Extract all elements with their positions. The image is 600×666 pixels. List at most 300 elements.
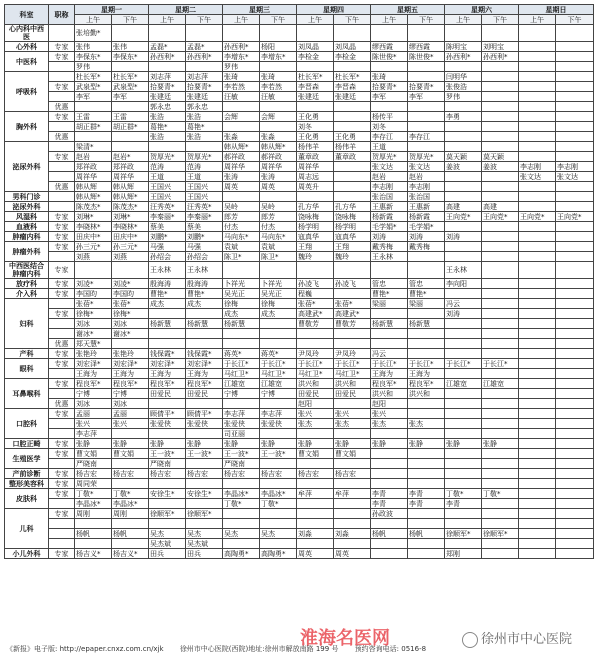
doctor-cell xyxy=(408,549,445,559)
doctor-cell: 高陶勇* xyxy=(260,549,297,559)
doctor-cell xyxy=(519,62,556,72)
doctor-cell xyxy=(371,329,408,339)
doctor-cell xyxy=(519,529,556,539)
doctor-cell: 刘涛 xyxy=(371,232,408,242)
title-cell: 专家 xyxy=(49,242,75,252)
doctor-cell xyxy=(482,242,519,252)
doctor-cell xyxy=(112,132,149,142)
doctor-cell xyxy=(482,122,519,132)
doctor-cell: 徐顺军* xyxy=(149,509,186,519)
doctor-cell xyxy=(223,479,260,489)
doctor-cell: 王一波* xyxy=(149,449,186,459)
doctor-cell xyxy=(482,339,519,349)
doctor-cell xyxy=(112,479,149,489)
doctor-cell: 韩从辉* xyxy=(75,192,112,202)
dept-cell: 男科门诊 xyxy=(5,192,49,202)
doctor-cell xyxy=(519,25,556,42)
doctor-cell xyxy=(445,192,482,202)
doctor-cell xyxy=(556,182,594,192)
am-header: 上午 xyxy=(149,15,186,25)
doctor-cell: 拾要青* xyxy=(186,82,223,92)
doctor-cell xyxy=(519,182,556,192)
doctor-cell: 谢冰* xyxy=(75,329,112,339)
doctor-cell xyxy=(482,399,519,409)
dept-cell: 呼吸科 xyxy=(5,72,49,112)
doctor-cell: 赵阳 xyxy=(297,399,334,409)
doctor-cell: 梁丽 xyxy=(371,299,408,309)
doctor-cell: 张建廷 xyxy=(149,92,186,102)
am-header: 上午 xyxy=(371,15,408,25)
doctor-cell: 张伟 xyxy=(75,42,112,52)
doctor-cell: 罗伟 xyxy=(445,92,482,102)
doctor-cell: 杨帆 xyxy=(112,529,149,539)
schedule-body xyxy=(5,25,594,559)
pm-header: 下午 xyxy=(112,15,149,25)
doctor-cell: 吴杰 xyxy=(223,529,260,539)
doctor-cell xyxy=(482,309,519,319)
table-row xyxy=(5,319,594,329)
title-cell: 专家 xyxy=(49,289,75,299)
doctor-cell: 张俊浩 xyxy=(445,82,482,92)
doctor-cell xyxy=(482,469,519,479)
doctor-cell xyxy=(112,262,149,279)
table-row xyxy=(5,172,594,182)
title-header: 职称 xyxy=(49,5,75,25)
doctor-cell: 孟丽 xyxy=(112,409,149,419)
doctor-cell: 卜祥光 xyxy=(260,279,297,289)
doctor-cell xyxy=(445,222,482,232)
table-row xyxy=(5,252,594,262)
footer-middle: 徐州市中心医院(西院)地址:徐州市解放南路 199 号 xyxy=(179,645,339,653)
pm-header: 下午 xyxy=(556,15,594,25)
doctor-cell xyxy=(556,299,594,309)
doctor-cell xyxy=(556,339,594,349)
doctor-cell: 付杰 xyxy=(223,222,260,232)
doctor-cell: 丁敬* xyxy=(112,489,149,499)
doctor-cell: 汪秀英* xyxy=(149,202,186,212)
doctor-cell: 吴杰 xyxy=(186,529,223,539)
title-cell xyxy=(49,25,75,42)
doctor-cell xyxy=(556,509,594,519)
doctor-cell: 范涛 xyxy=(186,162,223,172)
doctor-cell: 于长江* xyxy=(371,359,408,369)
doctor-cell: 王道 xyxy=(371,142,408,152)
doctor-cell xyxy=(371,519,408,529)
doctor-cell xyxy=(519,192,556,202)
doctor-cell xyxy=(149,339,186,349)
doctor-cell: 王国兴 xyxy=(186,192,223,202)
table-row xyxy=(5,192,594,202)
table-row xyxy=(5,539,594,549)
doctor-cell xyxy=(556,122,594,132)
doctor-cell: 王国兴 xyxy=(149,192,186,202)
doctor-cell: 刘淼 xyxy=(334,529,371,539)
doctor-cell: 拾要青* xyxy=(371,82,408,92)
dept-cell: 血液科 xyxy=(5,222,49,232)
doctor-cell xyxy=(75,519,112,529)
doctor-cell xyxy=(149,479,186,489)
doctor-cell: 李向阳 xyxy=(445,279,482,289)
doctor-cell: 李晓林* xyxy=(75,222,112,232)
table-row xyxy=(5,182,594,192)
doctor-cell: 徐梅* xyxy=(75,309,112,319)
doctor-cell: 王永林 xyxy=(149,262,186,279)
doctor-cell xyxy=(408,329,445,339)
doctor-cell: 董章政 xyxy=(334,152,371,162)
doctor-cell xyxy=(482,192,519,202)
title-cell: 优惠 xyxy=(49,399,75,409)
table-row xyxy=(5,142,594,152)
title-cell xyxy=(49,72,75,82)
doctor-cell xyxy=(149,399,186,409)
doctor-cell: 王永林 xyxy=(186,262,223,279)
doctor-cell: 严晓南 xyxy=(223,459,260,469)
doctor-cell: 周刚 xyxy=(75,509,112,519)
doctor-cell: 胡正群* xyxy=(75,122,112,132)
doctor-cell: 李青 xyxy=(445,499,482,509)
title-cell xyxy=(49,172,75,182)
doctor-cell: 杨帆 xyxy=(75,529,112,539)
doctor-cell: 李军 xyxy=(371,92,408,102)
doctor-cell: 王化勇 xyxy=(297,112,334,122)
doctor-cell: 于长江* xyxy=(408,359,445,369)
doctor-cell: 牟萍 xyxy=(334,489,371,499)
doctor-cell xyxy=(112,519,149,529)
doctor-cell xyxy=(445,369,482,379)
dept-cell: 耳鼻喉科 xyxy=(5,379,49,409)
doctor-cell xyxy=(556,132,594,142)
doctor-cell xyxy=(482,182,519,192)
doctor-cell xyxy=(260,25,297,42)
doctor-cell xyxy=(482,92,519,102)
doctor-cell: 周英 xyxy=(260,182,297,192)
doctor-cell: 张文达 xyxy=(556,172,594,182)
doctor-cell: 王向党* xyxy=(482,212,519,222)
doctor-cell xyxy=(519,539,556,549)
doctor-cell xyxy=(445,429,482,439)
doctor-cell xyxy=(445,102,482,112)
doctor-cell: 汪秀英* xyxy=(186,202,223,212)
table-row xyxy=(5,262,594,279)
title-cell xyxy=(49,529,75,539)
doctor-cell xyxy=(482,279,519,289)
doctor-cell: 李秦丽* xyxy=(149,212,186,222)
dept-cell: 胸外科 xyxy=(5,112,49,142)
doctor-cell xyxy=(334,499,371,509)
doctor-cell xyxy=(445,539,482,549)
doctor-cell: 王翔 xyxy=(297,242,334,252)
doctor-cell xyxy=(556,62,594,72)
doctor-cell: 安徐生* xyxy=(186,489,223,499)
doctor-cell xyxy=(519,449,556,459)
doctor-cell: 王化勇 xyxy=(334,132,371,142)
doctor-cell: 梁清* xyxy=(75,142,112,152)
doctor-cell: 张静 xyxy=(334,439,371,449)
doctor-cell: 韩从辉 xyxy=(75,182,112,192)
doctor-cell: 吴光正 xyxy=(260,289,297,299)
title-cell xyxy=(49,142,75,152)
dept-cell: 妇科 xyxy=(5,299,49,349)
doctor-cell: 张浩 xyxy=(149,132,186,142)
doctor-cell: 缪西霞 xyxy=(408,42,445,52)
doctor-cell xyxy=(149,25,186,42)
doctor-cell: 罗伟 xyxy=(223,62,260,72)
table-row xyxy=(5,439,594,449)
doctor-cell xyxy=(556,329,594,339)
doctor-cell xyxy=(556,549,594,559)
doctor-cell: 郑祥政 xyxy=(112,162,149,172)
doctor-cell: 杨传平 xyxy=(371,112,408,122)
doctor-cell: 孙政波 xyxy=(371,509,408,519)
doctor-cell: 程良军* xyxy=(186,379,223,389)
doctor-cell: 张浩 xyxy=(186,112,223,122)
doctor-cell: 袁斌 xyxy=(223,242,260,252)
doctor-cell xyxy=(334,25,371,42)
doctor-cell xyxy=(260,539,297,549)
doctor-cell xyxy=(445,469,482,479)
dept-cell: 眼科 xyxy=(5,359,49,379)
title-cell: 专家 xyxy=(49,112,75,122)
doctor-cell: 李增东* xyxy=(260,52,297,62)
doctor-cell: 张兴 xyxy=(75,419,112,429)
doctor-cell: 刘涛 xyxy=(408,232,445,242)
doctor-cell xyxy=(556,449,594,459)
doctor-cell xyxy=(556,279,594,289)
doctor-cell: 孙西利* xyxy=(223,42,260,52)
title-cell xyxy=(49,499,75,509)
doctor-cell: 魏玲 xyxy=(334,252,371,262)
doctor-cell: 牟萍 xyxy=(297,489,334,499)
doctor-cell: 张兴 xyxy=(371,409,408,419)
doctor-cell xyxy=(556,192,594,202)
doctor-cell xyxy=(408,142,445,152)
doctor-cell xyxy=(186,499,223,509)
doctor-cell xyxy=(112,429,149,439)
doctor-cell: 刘冬 xyxy=(371,122,408,132)
doctor-cell: 张兴 xyxy=(112,419,149,429)
table-row xyxy=(5,152,594,162)
doctor-cell: 杜长军* xyxy=(297,72,334,82)
doctor-cell xyxy=(297,25,334,42)
doctor-cell xyxy=(297,192,334,202)
title-cell: 专家 xyxy=(49,212,75,222)
table-row xyxy=(5,329,594,339)
doctor-cell xyxy=(556,112,594,122)
doctor-cell: 李晋森 xyxy=(297,82,334,92)
doctor-cell xyxy=(445,62,482,72)
doctor-cell xyxy=(260,62,297,72)
doctor-cell xyxy=(149,429,186,439)
doctor-cell xyxy=(371,25,408,42)
doctor-cell: 张静 xyxy=(223,439,260,449)
doctor-cell: 饶咏梅 xyxy=(334,212,371,222)
doctor-cell: 贺厚光* xyxy=(186,152,223,162)
doctor-cell xyxy=(408,252,445,262)
doctor-cell: 冯云 xyxy=(445,299,482,309)
day-header: 星期五 xyxy=(371,5,445,15)
doctor-cell: 毛学娟* xyxy=(371,222,408,232)
doctor-cell xyxy=(519,499,556,509)
doctor-cell xyxy=(482,479,519,489)
doctor-cell xyxy=(260,262,297,279)
doctor-cell xyxy=(186,142,223,152)
doctor-cell xyxy=(482,142,519,152)
doctor-cell: 蒋英* xyxy=(260,349,297,359)
doctor-cell xyxy=(297,329,334,339)
doctor-cell: 张琦 xyxy=(371,72,408,82)
doctor-cell: 寇真华 xyxy=(297,232,334,242)
doctor-cell: 付杰 xyxy=(260,222,297,232)
dept-cell: 肿瘤内科 xyxy=(5,232,49,242)
doctor-cell: 李志刚 xyxy=(556,162,594,172)
doctor-cell: 闫明华 xyxy=(445,72,482,82)
doctor-cell: 田爱民 xyxy=(149,389,186,399)
doctor-cell: 张蓓* xyxy=(334,299,371,309)
doctor-cell: 田兵 xyxy=(149,549,186,559)
doctor-cell: 汪敏 xyxy=(260,92,297,102)
doctor-cell xyxy=(519,52,556,62)
doctor-cell: 刘冰 xyxy=(75,399,112,409)
table-row xyxy=(5,349,594,359)
doctor-cell xyxy=(371,549,408,559)
doctor-cell xyxy=(112,142,149,152)
title-cell: 专家 xyxy=(49,262,75,279)
doctor-cell xyxy=(408,459,445,469)
doctor-cell: 贺厚光* xyxy=(408,152,445,162)
doctor-cell xyxy=(445,419,482,429)
doctor-cell: 刘燕 xyxy=(75,252,112,262)
doctor-cell xyxy=(556,389,594,399)
doctor-cell: 周祥华 xyxy=(75,172,112,182)
doctor-cell: 陈茂杰* xyxy=(112,202,149,212)
doctor-cell: 马强 xyxy=(149,242,186,252)
doctor-cell: 张静 xyxy=(297,439,334,449)
table-row xyxy=(5,279,594,289)
table-row xyxy=(5,389,594,399)
title-cell: 专家 xyxy=(49,409,75,419)
day-header: 星期日 xyxy=(519,5,594,15)
doctor-cell: 张艳玲 xyxy=(75,349,112,359)
doctor-cell xyxy=(482,252,519,262)
doctor-cell: 张淼 xyxy=(223,132,260,142)
doctor-cell: 杜长军* xyxy=(112,72,149,82)
doctor-cell: 杨吉义* xyxy=(112,549,149,559)
title-cell xyxy=(49,429,75,439)
doctor-cell: 缪西霞 xyxy=(371,42,408,52)
doctor-cell: 于长江* xyxy=(297,359,334,369)
doctor-cell: 严晓南 xyxy=(149,459,186,469)
doctor-cell: 马强 xyxy=(186,242,223,252)
table-row xyxy=(5,309,594,319)
doctor-cell xyxy=(519,549,556,559)
title-cell xyxy=(49,162,75,172)
doctor-cell: 姜波 xyxy=(445,162,482,172)
table-row xyxy=(5,299,594,309)
footer-right: 预约咨询电话: 0516-8 xyxy=(354,645,427,653)
table-row xyxy=(5,369,594,379)
doctor-cell: 孟磊* xyxy=(149,42,186,52)
doctor-cell xyxy=(186,399,223,409)
doctor-cell: 张文达 xyxy=(519,172,556,182)
doctor-cell: 曹文娟 xyxy=(297,449,334,459)
doctor-cell: 于长江* xyxy=(482,359,519,369)
doctor-cell xyxy=(260,102,297,112)
doctor-cell xyxy=(445,449,482,459)
doctor-cell: 周英 xyxy=(334,549,371,559)
title-cell xyxy=(49,459,75,469)
doctor-cell: 贺厚光* xyxy=(149,152,186,162)
title-cell xyxy=(49,202,75,212)
doctor-cell xyxy=(445,459,482,469)
doctor-cell xyxy=(334,262,371,279)
doctor-cell: 杨吉义* xyxy=(75,549,112,559)
doctor-cell: 刘宏泽* xyxy=(186,359,223,369)
dept-header: 科室 xyxy=(5,5,49,25)
doctor-cell: 郝祥政 xyxy=(260,152,297,162)
doctor-cell: 程良军* xyxy=(75,379,112,389)
doctor-cell: 赵岩 xyxy=(408,172,445,182)
doctor-cell: 杜长军* xyxy=(75,72,112,82)
doctor-cell: 郑刚 xyxy=(445,549,482,559)
doctor-cell: 刘明宝 xyxy=(482,42,519,52)
doctor-cell: 郭永忠 xyxy=(149,102,186,112)
doctor-cell xyxy=(556,319,594,329)
title-cell: 专家 xyxy=(49,469,75,479)
header-row-days xyxy=(5,5,594,15)
doctor-cell: 李晓林* xyxy=(112,222,149,232)
title-cell: 专家 xyxy=(49,489,75,499)
doctor-cell: 孙三元* xyxy=(112,242,149,252)
doctor-cell xyxy=(519,72,556,82)
doctor-cell: 尹凤玲 xyxy=(297,349,334,359)
doctor-cell xyxy=(445,132,482,142)
title-cell xyxy=(49,389,75,399)
doctor-cell xyxy=(556,479,594,489)
doctor-cell xyxy=(445,242,482,252)
doctor-cell: 徐梅 xyxy=(260,299,297,309)
doctor-cell: 刘凌* xyxy=(112,279,149,289)
doctor-cell: 刘冰 xyxy=(75,319,112,329)
table-row xyxy=(5,419,594,429)
doctor-cell xyxy=(260,479,297,489)
title-cell xyxy=(49,62,75,72)
doctor-cell xyxy=(482,519,519,529)
doctor-cell xyxy=(260,519,297,529)
doctor-cell xyxy=(186,459,223,469)
doctor-cell: 王向党* xyxy=(445,212,482,222)
doctor-cell: 会辉 xyxy=(260,112,297,122)
doctor-cell: 王一波* xyxy=(260,449,297,459)
doctor-cell: 管忠 xyxy=(408,279,445,289)
title-cell xyxy=(49,519,75,529)
dept-cell: 皮肤科 xyxy=(5,489,49,509)
doctor-cell: 韩从辉 xyxy=(112,182,149,192)
doctor-cell: 蔡美 xyxy=(149,222,186,232)
doctor-cell xyxy=(408,102,445,112)
doctor-cell xyxy=(260,459,297,469)
doctor-cell xyxy=(519,319,556,329)
doctor-cell xyxy=(556,52,594,62)
doctor-cell: 魏玲 xyxy=(297,252,334,262)
doctor-cell: 张静 xyxy=(260,439,297,449)
doctor-cell xyxy=(297,62,334,72)
doctor-cell: 周志远 xyxy=(297,172,334,182)
doctor-cell: 刘冰 xyxy=(112,399,149,409)
doctor-cell xyxy=(334,399,371,409)
doctor-cell xyxy=(519,299,556,309)
dept-cell: 中医科 xyxy=(5,52,49,72)
doctor-cell xyxy=(371,429,408,439)
